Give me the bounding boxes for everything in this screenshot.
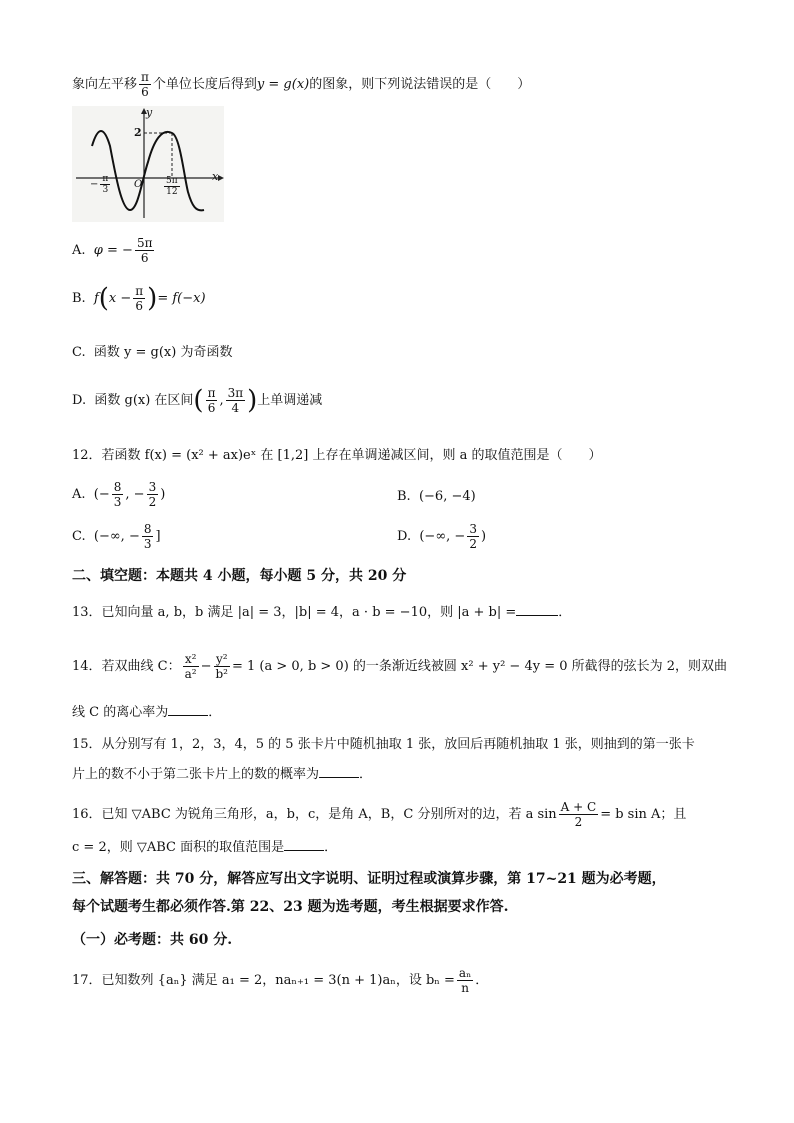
q14 <box>72 652 727 681</box>
q11-function-graph <box>72 106 224 222</box>
fraction-denominator: 4 <box>231 401 240 415</box>
option-d-text: 函数 g(x) 在区间 <box>94 393 194 408</box>
fraction-numerator: π <box>141 70 149 84</box>
q17-post: ． <box>475 973 489 988</box>
section-3-heading-line2: 每个试题考生都必须作答.第 22、23 题为选考题，考生根据要求作答. <box>72 899 509 915</box>
q16-line2 <box>72 838 337 857</box>
option-a-fraction <box>135 236 155 265</box>
option-label: D. <box>72 393 87 408</box>
q15-line2 <box>72 765 372 784</box>
q15: 15．从分别写有 1，2，3，4，5 的 5 张卡片中随机抽取 1 张，放回后再随机抽取 1 张，则抽到的第一张卡 <box>72 737 695 752</box>
q14-line2-text: 线 C 的离心率为 <box>72 705 169 720</box>
sine-graph-svg <box>72 106 224 222</box>
right-tick-label <box>162 176 182 197</box>
fraction-numerator: 3 <box>469 522 477 536</box>
fraction-numerator: x² <box>183 652 199 667</box>
option-b-inner: x − <box>108 291 132 306</box>
fraction-numerator: y² <box>214 652 231 667</box>
option-d-fraction <box>467 522 479 551</box>
option-a-fraction-2 <box>147 480 159 509</box>
option-label: B. <box>397 489 411 504</box>
q17-fraction <box>457 966 473 995</box>
fraction-numerator: 3 <box>148 480 157 494</box>
q17-text: 17．已知数列 {aₙ} 满足 a₁ = 2，naₙ₊₁ = 3(n + 1)aₙ，设 bₙ = <box>72 973 455 988</box>
q11-option-d[interactable]: D. 函数 g(x) 在区间( $\frac{\pi}{6}$ , $\frac{3\pi}{4}$ )上单调递减 <box>72 385 323 416</box>
option-a-pre: (− <box>93 487 110 502</box>
q14-fraction-2 <box>214 652 231 681</box>
fraction-denominator: b² <box>215 667 228 681</box>
q11-stem <box>72 70 530 99</box>
fraction-denominator: 6 <box>135 299 144 313</box>
answer-blank[interactable] <box>516 603 558 616</box>
option-b-text: (−6, −4) <box>418 489 476 504</box>
option-label: A. <box>72 243 86 258</box>
q11-stem-mid: 个单位长度后得到 <box>152 77 257 92</box>
option-label: C. <box>72 529 86 544</box>
option-label: B. <box>72 291 86 306</box>
q13-text: 13．已知向量 a, b，b 满足 |a| = 3，|b| = 4，a · b = −10，则 |a + b| = <box>72 605 517 620</box>
fraction-numerator: 8 <box>113 480 122 494</box>
q16-text-post: = b sin A；且 <box>600 807 687 822</box>
q15-line2-post: ． <box>359 767 373 782</box>
q12-stem: 12．若函数 f(x) = (x² + ax)eˣ 在 [1,2] 上存在单调递减区间，则 a 的取值范围是（ ） <box>72 448 602 463</box>
y-axis-label: y <box>146 106 153 119</box>
answer-blank[interactable] <box>319 765 359 778</box>
left-tick-label: − $\frac{\pi}{3}$ <box>90 174 109 195</box>
q16-line2-text: c = 2，则 ▽ABC 面积的取值范围是 <box>72 840 285 855</box>
option-c-post: ] <box>155 529 161 544</box>
option-label: D. <box>397 529 412 544</box>
q12-option-c[interactable] <box>72 522 161 551</box>
option-label: A. <box>72 487 86 502</box>
option-c-fraction <box>142 522 154 551</box>
fraction-denominator: 6 <box>207 401 216 415</box>
q11-option-c[interactable] <box>72 344 232 362</box>
fraction-denominator: 3 <box>113 495 122 509</box>
q12-option-a[interactable] <box>72 480 165 509</box>
fraction-denominator: 6 <box>140 251 149 265</box>
option-d-fraction-1 <box>206 386 218 415</box>
fraction-denominator: 3 <box>143 537 152 551</box>
option-d-fraction-2 <box>226 386 246 415</box>
q15-line2-text: 片上的数不小于第二张卡片上的数的概率为 <box>72 767 320 782</box>
fraction-denominator: 2 <box>469 537 477 551</box>
q11-stem-prefix: 象向左平移 <box>72 77 138 92</box>
option-a-post: ) <box>160 487 166 502</box>
fraction-numerator: π <box>207 386 216 400</box>
answer-blank[interactable] <box>168 703 208 716</box>
q12-option-d[interactable] <box>397 522 486 551</box>
section-2-heading: 二、填空题：本题共 4 小题，每小题 5 分，共 20 分 <box>72 568 407 584</box>
option-a-mid: , − <box>125 487 145 502</box>
x-axis-label: x <box>212 170 219 183</box>
q16-text: 16．已知 ▽ABC 为锐角三角形，a，b，c，是角 A，B，C 分别所对的边，若 a sin <box>72 807 557 822</box>
q14-fraction-1 <box>183 652 199 681</box>
option-b-func: f <box>93 291 99 306</box>
fraction-numerator: 8 <box>143 522 152 536</box>
fraction-denominator: 2 <box>574 815 583 829</box>
peak-value-label: 2 <box>134 126 142 139</box>
option-a-fraction-1 <box>112 480 124 509</box>
option-c-text: 函数 y = g(x) 为奇函数 <box>93 345 233 360</box>
q11-stem-suffix: 的图象，则下列说法错误的是（ ） <box>309 77 531 92</box>
q12-option-b[interactable] <box>397 488 476 506</box>
section-3-heading-line1: 三、解答题：共 70 分，解答应写出文字说明、证明过程或演算步骤，第 17~21 题为必考题， <box>72 871 666 887</box>
fraction-numerator: 3π <box>227 386 244 400</box>
q14-minus: − <box>200 659 212 674</box>
fraction-numerator: aₙ <box>458 966 472 980</box>
option-b-fraction <box>133 284 145 313</box>
option-d-pre: (−∞, − <box>419 529 466 544</box>
fraction-numerator: π <box>135 284 144 298</box>
option-b-rhs: = f(−x) <box>157 291 206 306</box>
option-d-suffix: 上单调递减 <box>257 393 323 408</box>
answer-blank[interactable] <box>284 838 324 851</box>
origin-label: O <box>134 179 143 190</box>
fraction-denominator: n <box>461 981 469 995</box>
option-a-text: φ = − <box>93 243 133 258</box>
q14-text-post: = 1 (a > 0, b > 0) 的一条渐近线被圆 x² + y² − 4y = 0 所截得的弦长为 2，则双曲 <box>232 659 728 674</box>
fraction-denominator: 2 <box>148 495 157 509</box>
fraction-denominator: a² <box>184 667 197 681</box>
q11-option-a[interactable] <box>72 236 156 265</box>
option-c-pre: (−∞, − <box>93 529 140 544</box>
fraction-denominator: 6 <box>141 85 149 99</box>
q13 <box>72 603 571 622</box>
option-label: C. <box>72 345 86 360</box>
q11-option-b[interactable]: B. f(x − $\frac{\pi}{6}$ )= f(−x) <box>72 283 206 314</box>
fraction-denominator: 3 <box>102 185 109 195</box>
fraction-denominator: 12 <box>166 187 178 197</box>
q11-stem-fraction <box>139 70 151 99</box>
q17 <box>72 966 488 995</box>
q16-fraction <box>559 800 599 829</box>
q16-line2-post: ． <box>324 840 338 855</box>
q14-text: 14．若双曲线 C： <box>72 659 181 674</box>
section-3-subheading: （一）必考题：共 60 分. <box>72 932 233 948</box>
fraction-numerator: π <box>102 174 109 184</box>
q11-stem-func: y = g(x) <box>256 77 310 92</box>
fraction-numerator: 5π <box>166 176 178 186</box>
fraction-numerator: A + C <box>560 800 597 814</box>
q14-line2 <box>72 703 221 722</box>
q14-line2-post: ． <box>208 705 222 720</box>
q13-post: ． <box>558 605 572 620</box>
fraction-numerator: 5π <box>136 236 153 250</box>
option-d-post: ) <box>480 529 487 544</box>
q16 <box>72 800 686 829</box>
